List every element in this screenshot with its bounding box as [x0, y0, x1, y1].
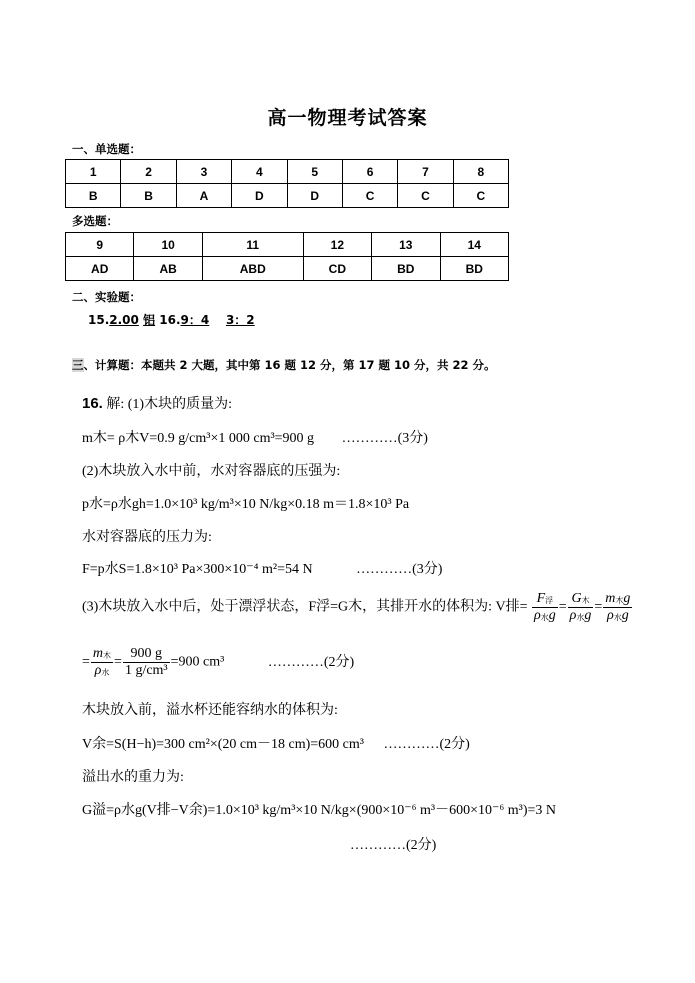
- points-3: …………(2分): [267, 654, 355, 670]
- single-choice-table: [65, 159, 509, 208]
- answer-cell: D: [232, 184, 287, 208]
- formula-pressure: p水=ρ水gh=1.0×10³ kg/m³×10 N/kg×0.18 m＝1.8×10³ Pa: [82, 497, 410, 512]
- formula-mass-text: m木= ρ木V=0.9 g/cm³×1 000 cm³=900 g: [82, 431, 315, 446]
- formula-force-text: F=p水S=1.8×10³ Pa×300×10⁻⁴ m²=54 N: [82, 562, 313, 577]
- formula-mass: [82, 427, 428, 447]
- answer-cell: C: [453, 184, 508, 208]
- q15-value: 2.00: [109, 313, 139, 327]
- fraction-values: $\frac{900 g}{\text{1 g/cm³}}$: [124, 646, 168, 678]
- answer-cell: B: [121, 184, 176, 208]
- section-single-choice: 一、单选题：: [72, 142, 141, 156]
- points-2: …………(3分): [356, 562, 443, 577]
- formula-remaining-volume: [82, 733, 470, 753]
- solution-remaining-intro: 木块放入前，溢水杯还能容纳水的体积为:: [82, 703, 338, 718]
- question-number: 9: [66, 233, 134, 257]
- answer-cell: BD: [440, 257, 509, 281]
- answer-cell: AB: [134, 257, 202, 281]
- answer-cell: AD: [66, 257, 134, 281]
- solution-intro-text: 解: (1)木块的质量为:: [106, 397, 232, 412]
- answer-cell: CD: [303, 257, 371, 281]
- page-title: 高一物理考试答案: [267, 107, 428, 129]
- solution-force-intro: 水对容器底的压力为:: [82, 530, 212, 545]
- answer-cell: C: [398, 184, 453, 208]
- volume-result: =900 cm³: [170, 654, 225, 670]
- question-number: 12: [303, 233, 371, 257]
- multi-choice-table: [65, 232, 509, 281]
- answer-cell: ABD: [202, 257, 303, 281]
- fraction-weight: $\frac{G_木}{\rho_水g}$: [569, 591, 592, 623]
- question-number: 2: [121, 160, 176, 184]
- question-number: 11: [202, 233, 303, 257]
- section-calculation: [72, 357, 496, 373]
- question-number: 5: [287, 160, 342, 184]
- points-1: …………(3分): [341, 431, 428, 446]
- answer-cell: A: [176, 184, 231, 208]
- q15-material: 铝: [143, 313, 156, 327]
- table-row: [66, 257, 509, 281]
- section-calculation-text: 、计算题：本题共 2 大题，其中第 16 题 12 分，第 17 题 10 分，共 22 分。: [83, 358, 496, 372]
- q16-ratio-a: 9：4: [180, 313, 210, 327]
- question-number: 4: [232, 160, 287, 184]
- q16-label: 16.: [159, 313, 181, 327]
- question-number: 10: [134, 233, 202, 257]
- problem-number: 16.: [82, 395, 103, 412]
- points-5: …………(2分): [350, 838, 437, 853]
- fraction-mass-g: $\frac{m_木g}{\rho_水g}$: [605, 591, 631, 623]
- q15-label: 15.: [88, 313, 110, 327]
- table-row: [66, 184, 509, 208]
- fraction-mass-density: $\frac{m_木}{\rho_水}$: [92, 646, 112, 678]
- step-3-text: (3)木块放入水中后，处于漂浮状态，F浮=G木，其排开水的体积为: V排=: [82, 599, 528, 615]
- question-number: 6: [342, 160, 397, 184]
- points-4: …………(2分): [383, 737, 470, 752]
- question-number: 14: [440, 233, 509, 257]
- section-number-highlight: 三: [72, 358, 84, 372]
- section-multi-choice: 多选题：: [72, 214, 118, 228]
- q16-ratio-b: 3：2: [225, 313, 255, 327]
- section-experiment: 二、实验题：: [72, 290, 141, 304]
- formula-volume: = $\frac{m_木}{\rho_水}$ = $\frac{900 g}{\text{1 g/cm³}}$ =900 cm³ …………(2分): [82, 646, 355, 678]
- solution-intro: [82, 393, 232, 413]
- question-number: 13: [372, 233, 440, 257]
- fraction-buoyancy: $\frac{F_浮}{\rho_水g}$: [534, 591, 556, 623]
- solution-step-3: (3)木块放入水中后，处于漂浮状态，F浮=G木，其排开水的体积为: V排= $\frac{F_浮}{\rho_水g}$ = $\frac{G_木}{\rho_水g}$ = $\frac{m_木g}{\rho_水g}$: [82, 591, 631, 623]
- answer-cell: C: [342, 184, 397, 208]
- solution-step-2: (2)木块放入水中前，水对容器底的压强为:: [82, 464, 341, 479]
- table-row: [66, 233, 509, 257]
- answer-cell: BD: [372, 257, 440, 281]
- answer-cell: B: [66, 184, 121, 208]
- formula-force: [82, 558, 442, 578]
- experiment-answers: [88, 311, 255, 328]
- question-number: 3: [176, 160, 231, 184]
- question-number: 7: [398, 160, 453, 184]
- question-number: 1: [66, 160, 121, 184]
- formula-overflow-weight: G溢=ρ水g(V排−V余)=1.0×10³ kg/m³×10 N/kg×(900×10⁻⁶ m³－600×10⁻⁶ m³)=3 N: [82, 803, 557, 818]
- solution-overflow-intro: 溢出水的重力为:: [82, 770, 184, 785]
- answer-cell: D: [287, 184, 342, 208]
- remaining-volume-text: V余=S(H−h)=300 cm²×(20 cm－18 cm)=600 cm³: [82, 737, 364, 752]
- question-number: 8: [453, 160, 508, 184]
- table-row: [66, 160, 509, 184]
